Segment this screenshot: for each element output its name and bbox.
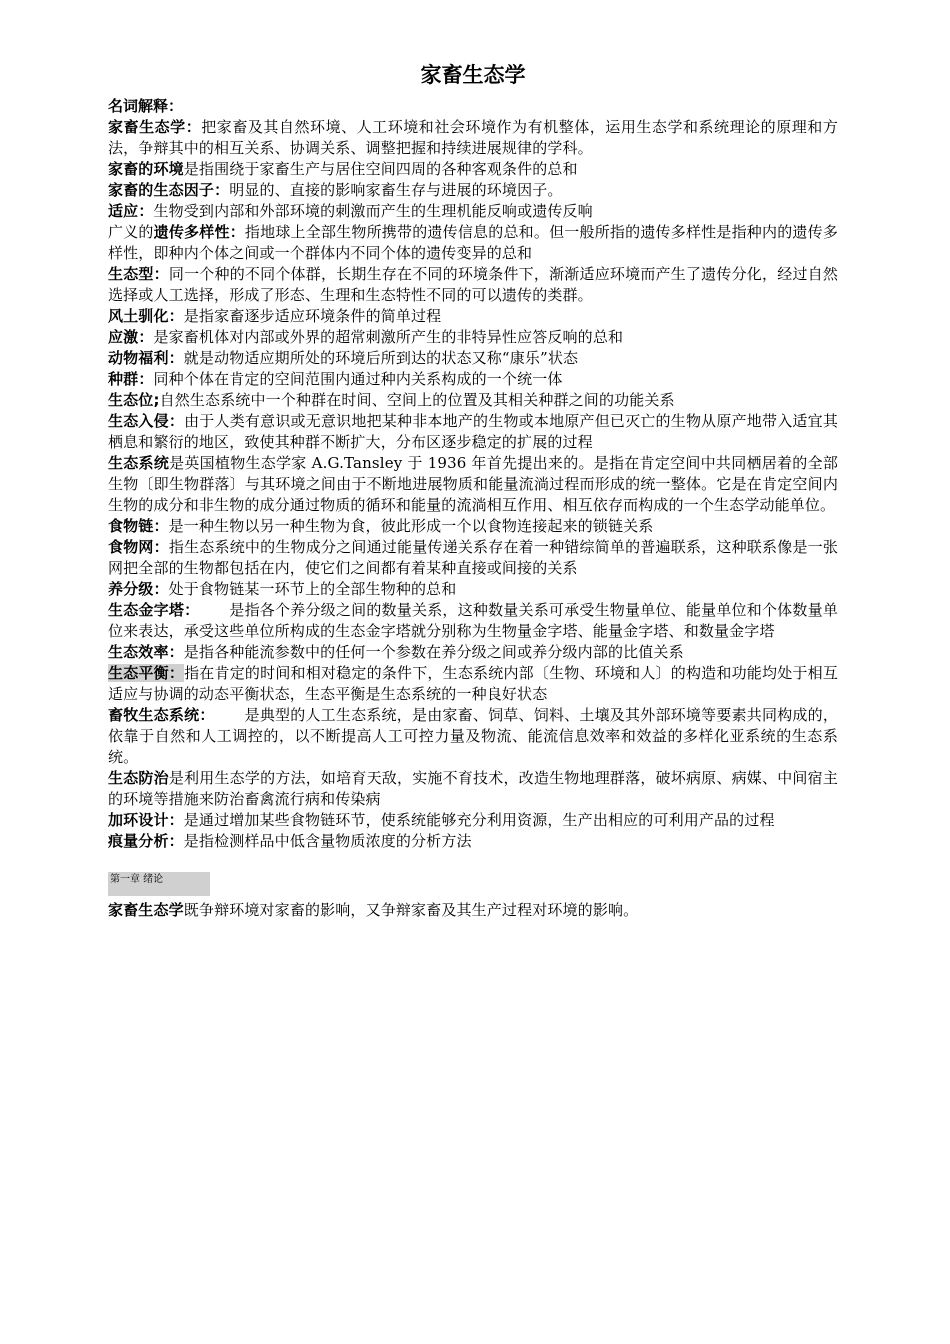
definition-separator: ：: [138, 370, 154, 388]
definition-text: 指在肯定的时间和相对稳定的条件下，生态系统内部〔生物、环境和人〕的构造和功能均处于相互适应与协调的动态平衡状态，生态平衡是生态系统的一种良好状态: [108, 664, 838, 703]
definition-entry: [108, 369, 838, 390]
definition-entry: [108, 180, 838, 201]
definition-text: 是指围绕于家畜生产与居住空间四周的各种客观条件的总和: [183, 160, 578, 178]
definition-term: [108, 349, 184, 367]
definition-term-text: 风土驯化: [108, 307, 169, 325]
definition-entry: [108, 348, 838, 369]
definition-term: [108, 811, 184, 829]
definition-term: [108, 181, 229, 199]
definition-entry: [108, 768, 838, 810]
definition-term-text: 食物链: [108, 517, 154, 535]
definition-entry: [108, 537, 838, 579]
section-label: 名词解释：: [108, 97, 184, 115]
definition-entry: [108, 453, 838, 516]
definition-text: 是一种生物以另一种生物为食，彼此形成一个以食物连接起来的锁链关系: [168, 517, 654, 535]
definition-term: [108, 118, 201, 136]
definition-term: [154, 223, 245, 241]
definition-entry: [108, 705, 838, 768]
definition-entry: [108, 411, 838, 453]
definition-text: 是英国植物生态学家 A.G.Tansley 于 1936 年首先提出来的。是指在肯定空间中共同栖居着的全部生物〔即生物群落〕与其环境之间由于不断地进展物质和能量流淌过程而形成的统一整体。它是在肯定空间内生物的成分和非生物的成分通过物质的循环和能量的流淌相互作用、相互依存而构成的一个生态学动能单位。: [108, 454, 838, 514]
definition-entry: [108, 663, 838, 705]
definition-term-text: 适应: [108, 202, 139, 220]
definition-entry: [108, 831, 838, 852]
definition-separator: ：: [214, 181, 230, 199]
closing-paragraph: [108, 900, 838, 921]
definition-term: [108, 391, 160, 409]
closing-term: 家畜生态学: [108, 901, 184, 919]
definition-term: [108, 538, 169, 556]
definition-term-text: 生态型: [108, 265, 154, 283]
definition-separator: ：: [168, 832, 184, 850]
definition-term: [108, 832, 184, 850]
definition-entry: [108, 222, 838, 264]
definition-entry: [108, 327, 838, 348]
definition-term-text: 应激: [108, 328, 139, 346]
document-title: 家畜生态学: [420, 63, 526, 87]
definition-separator: ：: [153, 517, 169, 535]
definition-term: [108, 265, 169, 283]
definition-separator: ：: [168, 664, 185, 682]
definition-separator: ：: [153, 580, 169, 598]
definition-term-text: 畜牧生态系统: [108, 706, 200, 724]
definition-term-text: 家畜生态学: [108, 118, 186, 136]
definition-text: 指生态系统中的生物成分之间通过能量传递关系存在着一种错综简单的普遍联系，这种联系像是一张网把全部的生物都包括在内，使它们之间都有着某种直接或间接的关系: [108, 538, 839, 577]
definition-text: 生物受到内部和外部环境的刺激而产生的生理机能反响或遗传反响: [153, 202, 593, 220]
definition-entry: [108, 642, 838, 663]
definition-text: 自然生态系统中一个种群在时间、空间上的位置及其相关种群之间的功能关系: [159, 391, 675, 409]
definition-text: 处于食物链某一环节上的全部生物种的总和: [168, 580, 457, 598]
definition-text: 就是动物适应期所处的环境后所到达的状态又称“康乐”状态: [183, 349, 579, 367]
definition-text: 由于人类有意识或无意识地把某种非本地产的生物或本地原产但已灭亡的生物从原产地带入适宜其栖息和繁衍的地区，致使其种群不断扩大，分布区逐步稳定的扩展的过程: [108, 412, 838, 451]
definition-term-text: 生态入侵: [108, 412, 169, 430]
definition-term-text: 生态金字塔: [108, 601, 185, 619]
definition-term-text: 生态平衡: [108, 664, 169, 682]
definition-entry: [108, 201, 838, 222]
definition-term: [108, 202, 153, 220]
definition-entry: [108, 579, 838, 600]
definition-term: [108, 706, 215, 724]
definition-term-text: 遗传多样性: [153, 223, 230, 241]
definition-term-text: 生态位: [108, 391, 154, 409]
definition-entry: [108, 516, 838, 537]
definition-term: [108, 643, 184, 661]
definition-term: [108, 454, 169, 472]
definition-term-text: 养分级: [108, 580, 154, 598]
definition-term: [108, 580, 169, 598]
definition-term-text: 食物网: [108, 538, 154, 556]
definition-term-text: 生态系统: [108, 454, 170, 472]
definition-term: [108, 370, 153, 388]
definition-term: [108, 412, 184, 430]
definition-entry: [108, 810, 838, 831]
definition-text: 是典型的人工生态系统，是由家畜、饲草、饲料、土壤及其外部环境等要素共同构成的，依靠于自然和人工调控的，以不断提高人工可控力量及物流、能流信息效率和效益的多样化亚系统的生态系统。: [108, 706, 838, 766]
definition-term-text: 痕量分析: [108, 832, 169, 850]
definition-term: [108, 601, 199, 619]
chapter-heading: 第一章 绪论: [108, 872, 210, 896]
definition-term-text: 生态效率: [108, 643, 169, 661]
definition-text: 指地球上全部生物所携带的遗传信息的总和。但一般所指的遗传多样性是指种内的遗传多样性，即种内个体之间或一个群体内不同个体的遗传变异的总和: [108, 223, 838, 262]
definition-text: 同种个体在肯定的空间范围内通过种内关系构成的一个统一体: [153, 370, 563, 388]
definition-entry: [108, 264, 838, 306]
definition-separator: ：: [168, 811, 184, 829]
document-page: [108, 56, 838, 921]
definition-prefix: 广义的: [108, 223, 154, 241]
definition-separator: ：: [168, 412, 185, 430]
closing-text: 既争辩环境对家畜的影响，又争辩家畜及其生产过程对环境的影响。: [183, 901, 639, 919]
definition-separator: ：: [229, 223, 245, 241]
definition-entry: [108, 159, 838, 180]
definition-separator: ：: [153, 265, 169, 283]
definition-separator: ：: [168, 349, 184, 367]
definition-term: [108, 664, 184, 682]
definition-separator: ：: [199, 706, 215, 724]
definition-term-text: 生态防治: [108, 769, 169, 787]
definition-term-text: 动物福利: [108, 349, 169, 367]
definition-term: [108, 328, 153, 346]
definition-text: 明显的、直接的影响家畜生存与进展的环境因子。: [229, 181, 563, 199]
definition-separator: ：: [168, 643, 184, 661]
definition-separator: ;: [153, 391, 160, 409]
definition-term-text: 加环设计: [108, 811, 169, 829]
definition-term-text: 种群: [108, 370, 139, 388]
definition-entry: [108, 117, 838, 159]
definition-separator: ：: [184, 601, 200, 619]
definition-separator: ：: [138, 328, 154, 346]
definition-list: [108, 117, 838, 852]
definition-text: 是利用生态学的方法，如培育天敌，实施不育技术，改造生物地理群落，破坏病原、病媒、中间宿主的环境等措施来防治畜禽流行病和传染病: [108, 769, 838, 808]
definition-term: [108, 517, 169, 535]
definition-term: [108, 769, 169, 787]
definition-entry: [108, 390, 838, 411]
definition-text: 把家畜及其自然环境、人工环境和社会环境作为有机整体，运用生态学和系统理论的原理和方法，争辩其中的相互关系、协调关系、调整把握和持续进展规律的学科。: [108, 118, 838, 157]
definition-text: 是指检测样品中低含量物质浓度的分析方法: [183, 832, 472, 850]
definition-text: 是家畜机体对内部或外界的超常刺激所产生的非特异性应答反响的总和: [153, 328, 624, 346]
definition-entry: [108, 306, 838, 327]
definition-term-text: 家畜的生态因子: [108, 181, 215, 199]
definition-entry: [108, 600, 838, 642]
definition-text: 是指各种能流参数中的任何一个参数在养分级之间或养分级内部的比值关系: [183, 643, 684, 661]
definition-separator: ：: [185, 118, 202, 136]
definition-term: [108, 160, 184, 178]
definition-separator: ：: [153, 538, 169, 556]
definition-text: 是通过增加某些食物链环节，使系统能够充分利用资源，生产出相应的可利用产品的过程: [183, 811, 775, 829]
definition-term: [108, 307, 184, 325]
definition-term-text: 家畜的环境: [108, 160, 184, 178]
definition-text: 是指家畜逐步适应环境条件的简单过程: [183, 307, 442, 325]
definition-text: 是指各个养分级之间的数量关系，这种数量关系可承受生物量单位、能量单位和个体数量单位来表达，承受这些单位所构成的生态金字塔就分别称为生物量金字塔、能量金字塔、和数量金字塔: [108, 601, 838, 640]
definition-text: 同一个种的不同个体群，长期生存在不同的环境条件下，渐渐适应环境而产生了遗传分化，经过自然选择或人工选择，形成了形态、生理和生态特性不同的可以遗传的类群。: [108, 265, 839, 304]
definition-separator: ：: [168, 307, 184, 325]
definition-separator: ：: [138, 202, 154, 220]
